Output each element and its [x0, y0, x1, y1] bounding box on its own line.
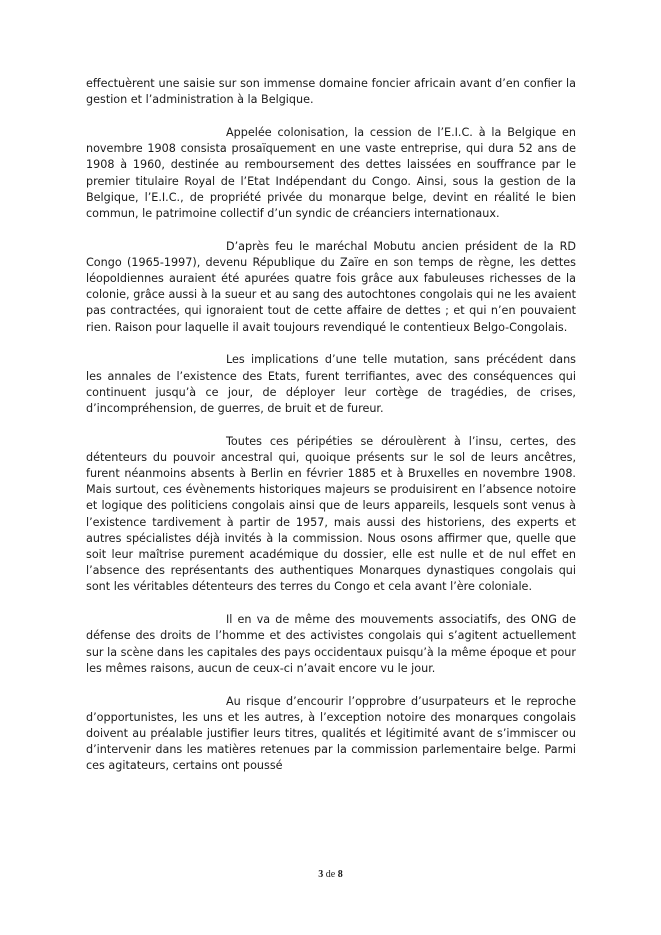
paragraph-1: effectuèrent une saisie sur son immense domaine foncier africain avant d’en confier la gestion et l’administration à la Belgique. [86, 77, 576, 107]
paragraph-3: D’après feu le maréchal Mobutu ancien président de la RD Congo (1965-1997), devenu République du Zaïre en son temps de règne, les dettes léopoldiennes auraient été apurées quatre fois grâce aux fabuleuses richesses de la colonie, grâce aussi à la sueur et au sang des autochtones congolais qui ne les avaient pas contractées, qui ignoraient tout de cette affaire de dettes ; et qui n’en pouvaient rien. Raison pour laquelle il avait toujours revendiqué le contentieux Belgo-Congolais. [86, 239, 576, 334]
paragraph-4: Les implications d’une telle mutation, sans précédent dans les annales de l’existence des Etats, furent terrifiantes, avec des conséquences qui continuent jusqu’à ce jour, de déployer leur cortège de tragédies, de crises, d’incompréhension, de guerres, de bruit et de fureur. [86, 353, 576, 415]
total-pages-number: 8 [337, 869, 343, 880]
paragraph-6: Il en va de même des mouvements associatifs, des ONG de défense des droits de l’homme et des activistes congolais qui s’agitent actuellement sur la scène dans les capitales des pays occidentaux puisqu’à la même époque et pour les mêmes raisons, aucun de ceux-ci n’avait encore vu le jour. [86, 613, 576, 675]
current-page-number: 3 [318, 869, 324, 880]
paragraph-2: Appelée colonisation, la cession de l’E.I.C. à la Belgique en novembre 1908 consista prosaïquement en une vaste entreprise, qui dura 52 ans de 1908 à 1960, destinée au remboursement des dettes laissées en souffrance par le premier titulaire Royal de l’Etat Indépendant du Congo. Ainsi, sous la gestion de la Belgique, l’E.I.C., de propriété privée du monarque belge, devint en réalité le bien commun, le patrimoine collectif d’un syndic de créanciers internationaux. [86, 125, 576, 220]
document-page [86, 76, 576, 791]
paragraph-7: Au risque d’encourir l’opprobre d’usurpateurs et le reproche d’opportunistes, les uns et les autres, à l’exception notoire des monarques congolais doivent au préalable justifier leurs titres, qualités et légitimité avant de s’immiscer ou d’intervenir dans les matières retenues par la commission parlementaire belge. Parmi ces agitateurs, certains ont poussé [86, 694, 576, 773]
paragraph-5: Toutes ces péripéties se déroulèrent à l’insu, certes, des détenteurs du pouvoir ancestral qui, quoique présents sur le sol de leurs ancêtres, furent néanmoins absents à Berlin en février 1885 et à Bruxelles en novembre 1908. Mais surtout, ces évènements historiques majeurs se produisirent en l’absence notoire et logique des politiciens congolais ainsi que de leurs appareils, lesquels sont venus à l’existence tardivement à partir de 1957, mais aussi des historiens, des experts et autres spécialistes déjà invités à la commission. Nous osons affirmer que, quelle que soit leur maîtrise purement académique du dossier, elle est nulle et de nul effet en l’absence des représentants des authentiques Monarques dynastiques congolais qui sont les véritables détenteurs des terres du Congo et cela avant l’ère coloniale. [86, 434, 576, 594]
page-footer [0, 869, 661, 880]
page-separator: de [325, 869, 336, 880]
